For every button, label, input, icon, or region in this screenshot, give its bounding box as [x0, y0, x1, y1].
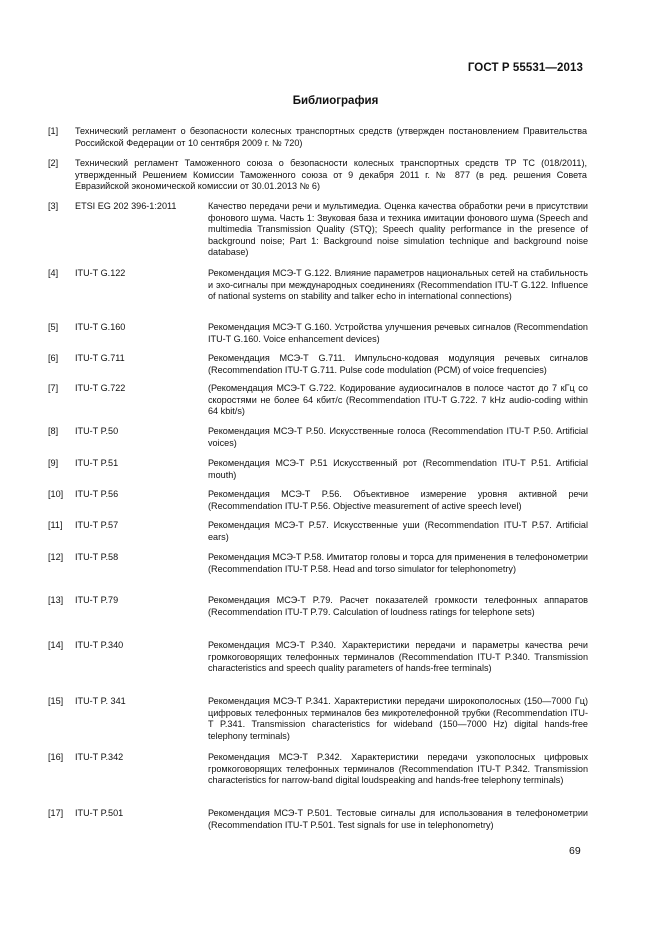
reference-number: [11] [48, 520, 63, 530]
reference-code: ITU-T P.50 [75, 426, 119, 436]
reference-code: ITU-T P.340 [75, 640, 124, 650]
reference-code: ITU-T G.722 [75, 383, 126, 393]
reference-code: ITU-T G.711 [75, 353, 125, 363]
reference-number: [3] [48, 201, 59, 211]
reference-number: [16] [48, 752, 64, 762]
reference-number: [9] [48, 458, 59, 468]
reference-text: Рекомендация МСЭ-Т P.341. Характеристики передачи широкополосных (150—7000 Гц) цифровых телефонных терминалов без микротелефонной трубки (Recommendation ITU-T P.341. Transmission characteristics for wideband (150—7000 Hz) digital hands-free telephony terminals) [208, 696, 588, 741]
reference-code: ITU-T P.51 [75, 458, 119, 468]
reference-code: ITU-T P.501 [75, 808, 124, 818]
reference-number: [8] [48, 426, 59, 436]
reference-code: ITU-T P.56 [75, 489, 119, 499]
reference-code: ITU-T P.79 [75, 595, 119, 605]
reference-number: [6] [48, 353, 59, 363]
reference-code: ITU-T G.160 [75, 322, 126, 332]
reference-number: [5] [48, 322, 59, 332]
standard-header: ГОСТ Р 55531—2013 [467, 62, 583, 74]
reference-text: Технический регламент Таможенного союза о безопасности колесных транспортных средств ТР ТС (018/2011), утвержденный Решением Комиссии Таможенного союза от 9 декабря 2011 г. № 877 (в ред. решения Совета Евразийской экономической комиссии от 30.01.2013 № 6) [75, 158, 587, 192]
reference-number: [13] [48, 595, 64, 605]
reference-text: (Рекомендация МСЭ-Т G.722. Кодирование аудиосигналов в полосе частот до 7 кГц со скоростями не более 64 кбит/с (Recommendation ITU-T G.722. 7 kHz audio-coding within 64 kbit/s) [208, 383, 588, 417]
page-number: 69 [569, 845, 581, 857]
reference-code: ITU-T P.57 [75, 520, 119, 530]
reference-number: [10] [48, 489, 64, 499]
reference-text: Рекомендация МСЭ-Т G.122. Влияние параметров национальных сетей на стабильность и эхо-сигналы при международных соединениях (Recommendation ITU-T G.122. Influence of national systems on stability and talker echo in international connections) [208, 268, 588, 302]
reference-code: ITU-T P. 341 [75, 696, 126, 706]
reference-text: Рекомендация МСЭ-Т P.79. Расчет показателей громкости телефонных аппаратов (Recommendation ITU-T P.79. Calculation of loudness ratings for telephone sets) [208, 595, 588, 617]
reference-code: ETSI EG 202 396-1:2011 [75, 201, 177, 211]
reference-number: [1] [48, 126, 59, 136]
reference-text: Рекомендация МСЭ-Т G.160. Устройства улучшения речевых сигналов (Recommendation ITU-T G.160. Voice enhancement devices) [208, 322, 588, 344]
reference-number: [12] [48, 552, 64, 562]
reference-number: [2] [48, 158, 59, 168]
reference-code: ITU-T P.58 [75, 552, 119, 562]
reference-number: [15] [48, 696, 64, 706]
reference-number: [7] [48, 383, 59, 393]
reference-text: Рекомендация МСЭ-Т P.51 Искусственный рот (Recommendation ITU-T P.51. Artificial mouth) [208, 458, 588, 480]
reference-text: Технический регламент о безопасности колесных транспортных средств (утвержден постановлением Правительства Российской Федерации от 10 сентября 2009 г. № 720) [75, 126, 587, 148]
reference-text: Рекомендация МСЭ-Т G.711. Импульсно-кодовая модуляция речевых сигналов (Recommendation ITU-T G.711. Pulse code modulation (PCM) of voice frequencies) [208, 353, 588, 375]
reference-text: Рекомендация МСЭ-Т P.501. Тестовые сигналы для использования в телефонометрии (Recommendation ITU-T P.501. Test signals for use in telephonometry) [208, 808, 588, 830]
reference-text: Качество передачи речи и мультимедиа. Оценка качества обработки речи в присутствии фонового шума. Часть 1: Звуковая база и техника имитации фонового шума (Speech and multimedia Transmission Quality (STQ); Speech quality performance in the presence of background noise; Part 1: Background noise simulation technique and background noise database) [208, 201, 588, 258]
reference-number: [14] [48, 640, 64, 650]
reference-code: ITU-T P.342 [75, 752, 124, 762]
reference-number: [17] [48, 808, 64, 818]
reference-text: Рекомендация МСЭ-Т P.57. Искусственные уши (Recommendation ITU-T P.57. Artificial ears) [208, 520, 588, 542]
reference-number: [4] [48, 268, 59, 278]
reference-text: Рекомендация МСЭ-Т P.340. Характеристики передачи и параметры качества речи громкоговорящих телефонных терминалов (Recommendation ITU-T P.340. Transmission characteristics and speech quality parameters of hands-free terminals) [208, 640, 588, 674]
reference-text: Рекомендация МСЭ-Т P.58. Имитатор головы и торса для применения в телефонометрии (Recommendation ITU-T P.58. Head and torso simulator for telephonometry) [208, 552, 588, 574]
reference-text: Рекомендация МСЭ-Т P.50. Искусственные голоса (Recommendation ITU-T P.50. Artificial voices) [208, 426, 588, 448]
reference-code: ITU-T G.122 [75, 268, 126, 278]
reference-text: Рекомендация МСЭ-Т P.342. Характеристики передачи узкополосных цифровых громкоговорящих телефонных терминалов (Recommendation ITU-T P.342. Transmission characteristics for narrow-band digital loudspeaking and hands-free telephony terminals) [208, 752, 588, 786]
page-title: Библиография [292, 95, 379, 107]
reference-text: Рекомендация МСЭ-Т P.56. Объективное измерение уровня активной речи (Recommendation ITU-T P.56. Objective measurement of active speech level) [208, 489, 588, 511]
